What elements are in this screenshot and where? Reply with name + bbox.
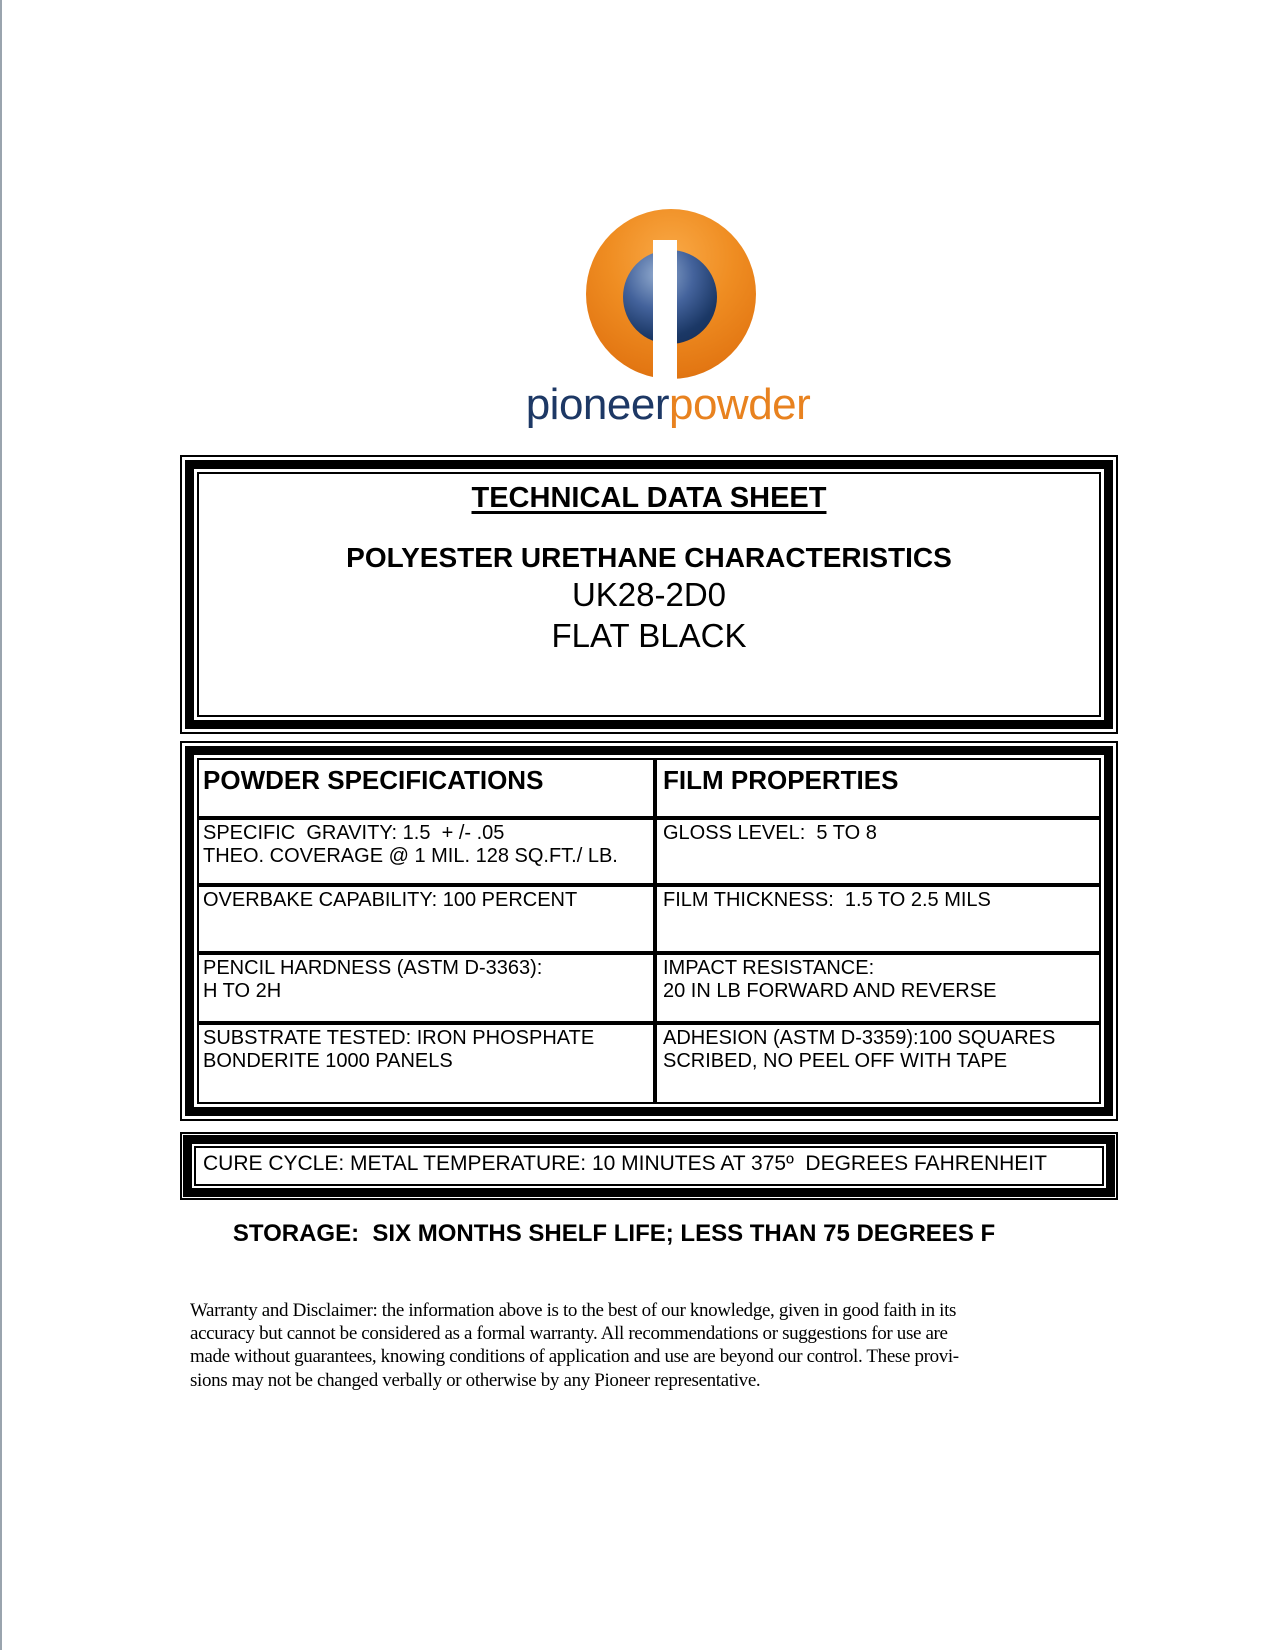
cure-cycle-text: CURE CYCLE: METAL TEMPERATURE: 10 MINUTES AT 375º DEGREES FAHRENHEIT: [194, 1146, 1104, 1186]
pioneer-powder-logo-icon: [586, 209, 756, 379]
wordmark-pioneer: pioneer: [525, 380, 669, 429]
product-code: UK28-2D0: [571, 576, 727, 613]
column-header-film-properties: FILM PROPERTIES: [663, 765, 899, 795]
cure-cycle-box: [180, 1132, 1118, 1200]
disclaimer-line: sions may not be changed verbally or otherwise by any Pioneer representative.: [190, 1369, 761, 1391]
table-row: [199, 883, 1099, 951]
column-header-powder-specifications: POWDER SPECIFICATIONS: [199, 760, 657, 816]
page-edge-line: [0, 0, 2, 1650]
table-header-row: [199, 760, 1099, 816]
product-finish: FLAT BLACK: [551, 617, 747, 654]
logo-split-bar: [653, 240, 677, 381]
table-row: [199, 951, 1099, 1021]
cell-overbake-capability: OVERBAKE CAPABILITY: 100 PERCENT: [199, 887, 657, 951]
table-row: [199, 816, 1099, 883]
cell-impact-resistance: IMPACT RESISTANCE: 20 IN LB FORWARD AND REVERSE: [663, 957, 997, 1002]
cell-pencil-hardness: PENCIL HARDNESS (ASTM D-3363): H TO 2H: [199, 955, 657, 1021]
warranty-disclaimer: [190, 1299, 959, 1392]
cell-specific-gravity: SPECIFIC GRAVITY: 1.5 + /- .05 THEO. COVERAGE @ 1 MIL. 128 SQ.FT./ LB.: [199, 820, 657, 883]
document-title: TECHNICAL DATA SHEET: [471, 482, 827, 514]
storage-statement: STORAGE: SIX MONTHS SHELF LIFE; LESS THAN 75 DEGREES F: [232, 1220, 996, 1247]
cell-substrate-tested: SUBSTRATE TESTED: IRON PHOSPHATE BONDERITE 1000 PANELS: [199, 1025, 657, 1102]
table-row: [199, 1021, 1099, 1102]
product-characteristics-heading: POLYESTER URETHANE CHARACTERISTICS: [346, 542, 952, 573]
cell-film-thickness: FILM THICKNESS: 1.5 TO 2.5 MILS: [663, 889, 991, 911]
cell-gloss-level: GLOSS LEVEL: 5 TO 8: [663, 822, 877, 844]
wordmark-powder: powder: [668, 380, 811, 429]
specifications-table-box: [180, 741, 1118, 1121]
cell-adhesion: ADHESION (ASTM D-3359):100 SQUARES SCRIBED, NO PEEL OFF WITH TAPE: [663, 1027, 1056, 1072]
disclaimer-line: accuracy but cannot be considered as a formal warranty. All recommendations or suggestions for use are: [190, 1323, 948, 1345]
logo-wordmark: [526, 382, 811, 428]
disclaimer-line: made without guarantees, knowing conditions of application and use are beyond our control. These provi-: [190, 1346, 959, 1368]
disclaimer-line: Warranty and Disclaimer: the information above is to the best of our knowledge, given in good faith in its: [190, 1300, 957, 1321]
title-box: [180, 455, 1118, 734]
